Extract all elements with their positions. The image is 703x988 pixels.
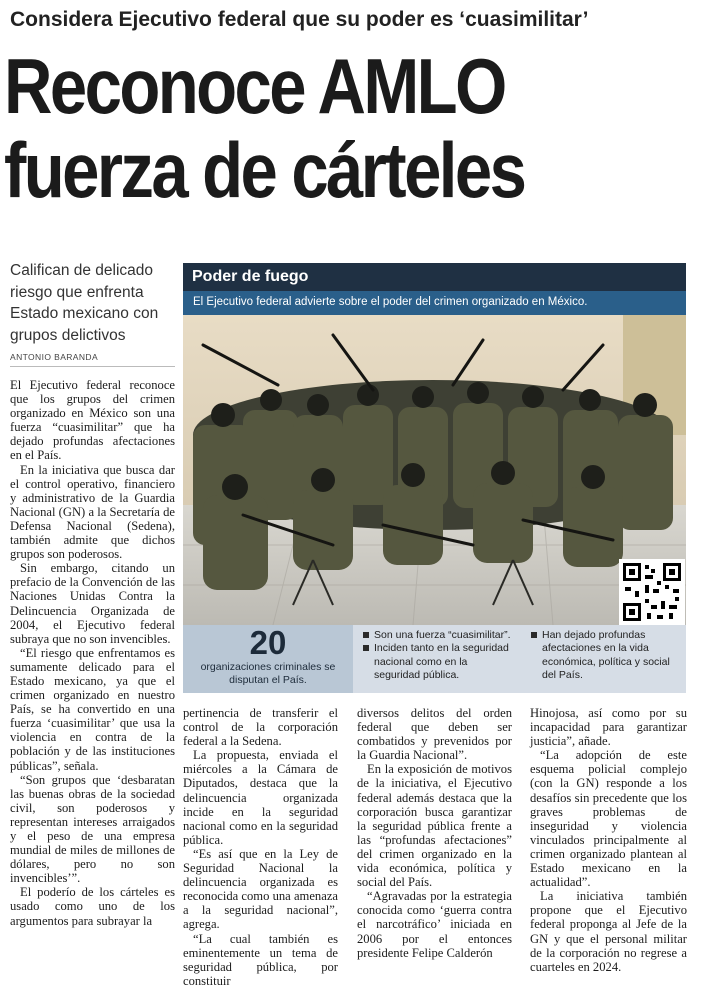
infobox-title: Poder de fuego [192, 268, 309, 285]
article-column-3 [357, 706, 512, 960]
paragraph: Sin embargo, citando un prefacio de la Convención de las Naciones Unidas Contra la Delincuencia Organizada de 2004, el Ejecutivo federal subraya que no son invencibles. [10, 561, 175, 646]
armed-group-photo [183, 315, 686, 625]
stat-block [183, 625, 353, 693]
summary: Califican de delicado riesgo que enfrenta Estado mexicano con grupos delictivos [10, 262, 159, 344]
bullet-list-right [531, 629, 681, 682]
infobox-header [183, 263, 686, 291]
headline-line-2: fuerza de cárteles [4, 126, 525, 214]
paragraph: “El riesgo que enfrentamos es sumamente delicado para el Estado mexicano, ya que el crimen organizado en nuestro País, se ha convertido en una fuerza ‘cuasimilitar’ que usa la violencia en contra de la población y de las instituciones públicas”, señala. [10, 645, 175, 773]
stat-bar [183, 625, 686, 693]
paragraph: En la exposición de motivos de la iniciativa, el Ejecutivo federal además destaca que la corporación busca garantizar la seguridad pública frente a las “profundas afectaciones” del crimen organizado en la vida económica, política y social del País. [357, 762, 512, 890]
byline: ANTONIO BARANDA [10, 352, 175, 367]
paragraph: En la iniciativa que busca dar el control operativo, financiero y administrativo de la Guardia Nacional (GN) a la Secretaría de Defensa Nacional (Sedena), también admite que dichos grupos son poderosos. [10, 462, 175, 562]
qr-code-icon [621, 561, 683, 623]
paragraph: “Es así que en la Ley de Seguridad Nacional la delincuencia organizada es reconocida como una amenaza a la seguridad nacional”, agrega. [183, 846, 338, 932]
paragraph: Hinojosa, así como por su incapacidad para garantizar justicia”, añade. [530, 706, 687, 749]
paragraph: pertinencia de transferir el control de la corporación federal a la Sedena. [183, 706, 338, 749]
infobox [183, 263, 686, 693]
article-column-2 [183, 706, 338, 988]
bullet-item: Son una fuerza “cuasimilitar”. [363, 629, 513, 642]
article-column-1 [10, 378, 175, 928]
paragraph: La propuesta, enviada el miércoles a la Cámara de Diputados, destaca que la delincuencia organizada incide en la seguridad nacional como en la seguridad pública. [183, 748, 338, 847]
paragraph: El Ejecutivo federal reconoce que los grupos del crimen organizado en México son una fuerza “cuasimilitar” que ha dejado profundas afectaciones en el País. [10, 378, 175, 463]
bullet-list-left [363, 629, 513, 682]
paragraph: “La cual también es eminentemente un tema de seguridad pública, por constituir [183, 931, 338, 988]
headline [4, 44, 606, 212]
bullet-item: Han dejado profundas afectaciones en la vida económica, política y social del País. [531, 629, 681, 682]
stat-number: 20 [249, 624, 287, 661]
paragraph: “La adopción de este esquema policial complejo (con la GN) responde a los desafíos sin precedente que los graves problemas de inseguridad y violencia vinculados principalmente al crimen organizado plantean al Estado mexicano en la actualidad”. [530, 748, 687, 890]
stat-label: organizaciones criminales se disputan el País. [200, 661, 336, 686]
paragraph: diversos delitos del orden federal que deben ser combatidos y prevenidos por la Guardia Nacional”. [357, 706, 512, 763]
paragraph: La iniciativa también propone que el Ejecutivo federal proponga al Jefe de la GN y que el personal militar de la corporación no regrese a cuarteles en 2024. [530, 889, 687, 974]
infobox-subtitle-bar [183, 291, 686, 315]
article-column-4 [530, 706, 687, 974]
paragraph: “Agravadas por la estrategia conocida como ‘guerra contra el narcotráfico’ iniciada en 2006 por el entonces presidente Felipe Calderón [357, 889, 512, 960]
news-photo [183, 315, 686, 625]
paragraph: El poderío de los cárteles es usado como uno de los argumentos para subrayar la [10, 885, 175, 928]
kicker: Considera Ejecutivo federal que su poder es ‘cuasimilitar’ [10, 8, 589, 31]
headline-line-1: Reconoce AMLO [4, 42, 505, 130]
bullet-item: Inciden tanto en la seguridad nacional como en la seguridad pública. [363, 642, 513, 682]
infobox-subtitle: El Ejecutivo federal advierte sobre el poder del crimen organizado en México. [193, 296, 588, 308]
paragraph: “Son grupos que ‘desbaratan las buenas obras de la sociedad civil, son poderosos y representan intereses arraigados y el peso de una empresa mundial de miles de millones de dólares, pero no son invencibles’”. [10, 772, 175, 886]
qr-code[interactable] [619, 559, 685, 625]
